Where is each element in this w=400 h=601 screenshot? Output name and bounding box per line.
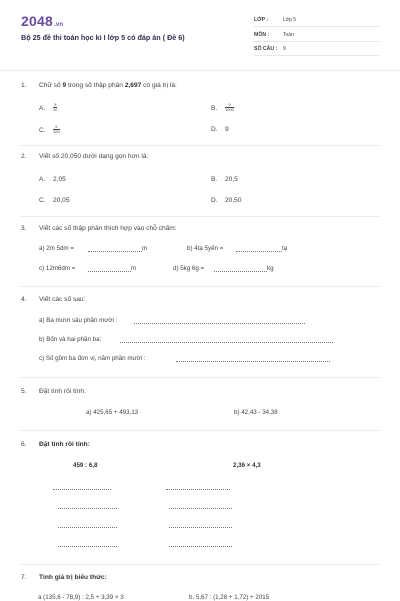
question-text: Viết các số sau: [39, 296, 86, 303]
write-item-a: a) Ba mươi sáu phần mười : [39, 317, 118, 324]
question-text: Viết các số thập phân thích hợp vào chỗ chấm: [39, 225, 177, 232]
working-line[interactable] [58, 508, 117, 509]
question-number: 3. [21, 225, 27, 232]
expr-item-a: a (135,6 - 78,9) : 2,5 + 3,39 × 3 [38, 594, 124, 601]
write-item-b: b) Bốn và hai phần ba: [39, 336, 102, 343]
question-text: Tính giá trị biểu thức: [39, 574, 107, 581]
fill-item-b-unit: tạ [282, 245, 288, 252]
option-c[interactable]: C. 20,05 [39, 197, 70, 204]
calc-item-a: a) 425,65 + 493,13 [86, 409, 139, 416]
logo-main: 2048 [21, 13, 53, 29]
answer-blank[interactable] [120, 342, 333, 343]
option-b[interactable]: B. 20,5 [211, 176, 238, 183]
meta-divider [254, 41, 379, 42]
meta-divider [254, 55, 379, 56]
answer-blank[interactable] [214, 271, 267, 272]
fill-item-d-label: d) 5kg 6g = [173, 265, 205, 272]
meta-class-label: LỚP : [254, 17, 269, 23]
fill-item-c-unit: m [131, 265, 137, 272]
site-logo[interactable] [21, 13, 63, 29]
question-text: Đặt tính rồi tính: [39, 441, 90, 448]
section-divider [20, 377, 380, 378]
option-d[interactable]: D. 9 [211, 126, 229, 133]
section-divider [20, 286, 380, 287]
working-line[interactable] [169, 527, 232, 528]
expr-item-b: b. 5,67 : (1,28 + 1,72) + 2015 [189, 594, 270, 601]
fill-item-a-unit: m [142, 245, 148, 252]
option-a[interactable]: A. 2,05 [39, 176, 66, 183]
section-divider [20, 145, 380, 146]
question-text: Chữ số 9 trong số thập phân 2,697 có giá trị là: [39, 82, 177, 89]
write-item-c: c) Số gồm ba đơn vị, năm phần mười : [39, 355, 146, 362]
calc-item-a: 459 : 6,8 [73, 462, 98, 469]
document-header [0, 0, 400, 71]
question-number: 5. [21, 388, 27, 395]
question-number: 4. [21, 296, 27, 303]
question-number: 2. [21, 153, 27, 160]
calc-item-b: 2,36 × 4,3 [233, 462, 261, 469]
working-line[interactable] [169, 546, 232, 547]
working-line[interactable] [169, 508, 232, 509]
option-b[interactable]: B. $\frac{9}{1000}$ [211, 102, 234, 113]
meta-subject-value: Toán [283, 32, 294, 38]
meta-subject-label: MÔN : [254, 32, 270, 38]
answer-blank[interactable] [134, 323, 305, 324]
option-d[interactable]: D. 20,50 [211, 197, 242, 204]
answer-blank[interactable] [88, 271, 131, 272]
document-title: Bộ 25 đề thi toán học kì I lớp 5 có đáp án ( Đề 6) [21, 33, 185, 42]
question-text: Viết số 20,050 dưới dạng gọn hơn là: [39, 153, 149, 160]
option-c[interactable]: C. $\frac{9}{100}$ [39, 124, 60, 135]
answer-blank[interactable] [236, 251, 282, 252]
fraction: $\frac{9}{1000}$ [225, 102, 234, 113]
fraction: $\frac{9}{10}$ [53, 102, 58, 113]
calc-item-b: b) 42,43 - 34,38 [234, 409, 278, 416]
fraction: $\frac{9}{100}$ [53, 124, 60, 135]
fill-item-b-label: b) 4tạ 5yến = [187, 245, 224, 252]
working-line[interactable] [58, 527, 117, 528]
option-a[interactable]: A. $\frac{9}{10}$ [39, 102, 58, 113]
fill-item-c-label: c) 12m6dm = [39, 265, 76, 272]
answer-blank[interactable] [88, 251, 142, 252]
fill-item-d-unit: kg [267, 265, 274, 272]
meta-count-label: SỐ CÂU : [254, 46, 278, 52]
answer-blank[interactable] [176, 361, 330, 362]
question-number: 6. [21, 441, 27, 448]
question-number: 7. [21, 574, 27, 581]
meta-class-value: Lớp 5 [283, 17, 297, 23]
meta-count-value: 9 [283, 46, 286, 52]
working-line[interactable] [53, 489, 111, 490]
section-divider [20, 564, 380, 565]
section-divider [20, 430, 380, 431]
question-text: Đặt tính rồi tính: [39, 388, 86, 395]
section-divider [20, 216, 380, 217]
fill-item-a-label: a) 2m 5dm = [39, 245, 74, 252]
logo-sub: .vn [53, 22, 64, 28]
question-number: 1. [21, 82, 27, 89]
working-line[interactable] [166, 489, 230, 490]
working-line[interactable] [58, 546, 117, 547]
meta-divider [254, 26, 379, 27]
